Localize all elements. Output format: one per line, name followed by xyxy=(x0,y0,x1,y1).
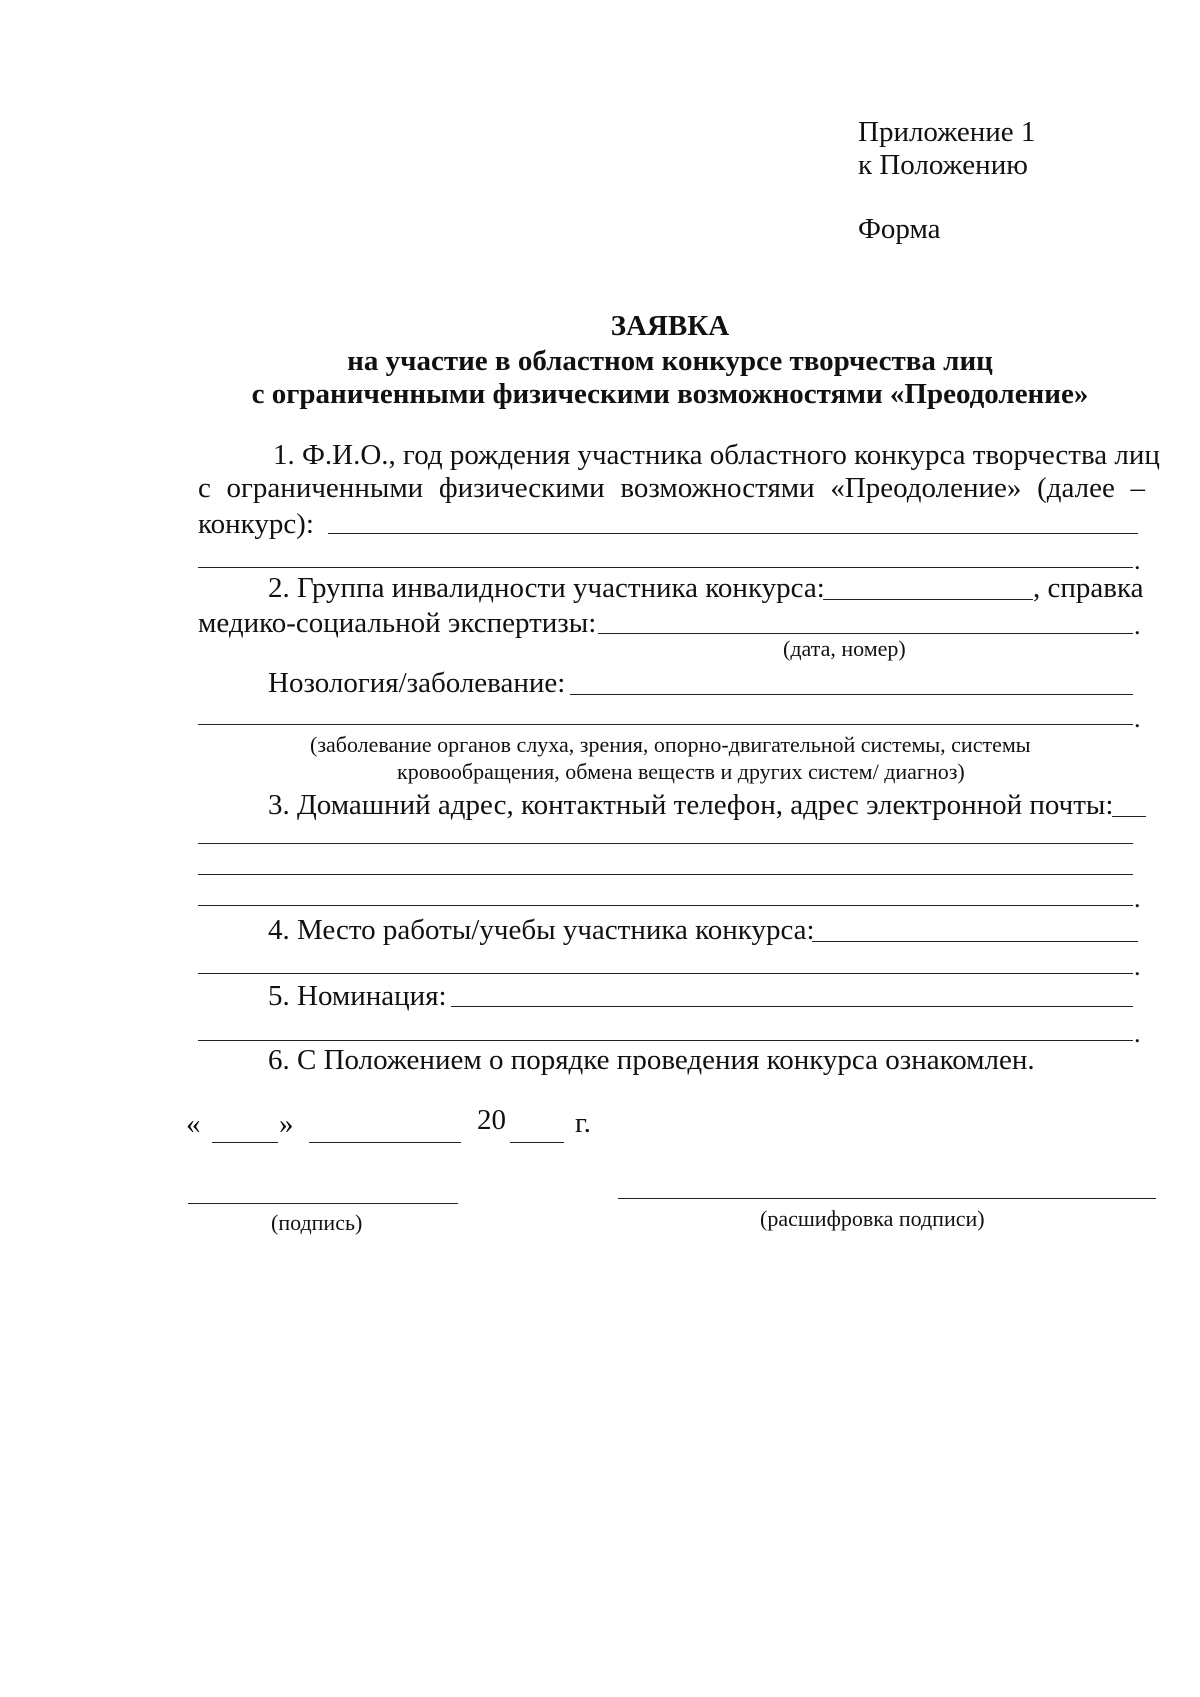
document-subtitle-1: на участие в областном конкурсе творчества лиц xyxy=(347,345,993,377)
disability-group-line[interactable] xyxy=(823,599,1033,600)
item3-fill-line-0[interactable] xyxy=(1112,816,1146,817)
item4-period: . xyxy=(1134,952,1141,981)
nomination-fill-line-1[interactable] xyxy=(451,1006,1133,1007)
nosology-hint-1: (заболевание органов слуха, зрения, опорно-двигательной системы, системы xyxy=(310,732,1031,757)
item1-word-6: (далее xyxy=(1037,472,1115,504)
expertise-fill-line[interactable] xyxy=(598,633,1133,634)
nosology-hint-2: кровообращения, обмена веществ и других систем/ диагноз) xyxy=(397,759,965,784)
nosology-fill-line-1[interactable] xyxy=(570,694,1133,695)
nosology-fill-line-2[interactable] xyxy=(198,724,1133,725)
signature-line[interactable] xyxy=(188,1203,458,1204)
item5-label: 5. Номинация: xyxy=(268,980,447,1012)
item4-fill-line-1[interactable] xyxy=(812,941,1138,942)
nosology-period: . xyxy=(1134,704,1141,733)
item3-fill-line-2[interactable] xyxy=(198,874,1133,875)
item5-period: . xyxy=(1134,1019,1141,1048)
date-day-line[interactable] xyxy=(212,1142,278,1143)
date-year-line[interactable] xyxy=(510,1142,564,1143)
item3-label: 3. Домашний адрес, контактный телефон, адрес электронной почты: xyxy=(268,789,1114,821)
nomination-fill-line-2[interactable] xyxy=(198,1040,1133,1041)
item1-fill-line-2[interactable] xyxy=(198,567,1133,568)
item1-word-3: физическими xyxy=(438,472,605,504)
document-title: ЗАЯВКА xyxy=(610,310,730,342)
item4-label: 4. Место работы/учебы участника конкурса: xyxy=(268,914,815,946)
item2-hint: (дата, номер) xyxy=(783,636,906,661)
item1-period: . xyxy=(1134,546,1141,575)
item2-period: . xyxy=(1134,611,1141,640)
date-month-line[interactable] xyxy=(309,1142,461,1143)
date-year-prefix: 20 xyxy=(477,1104,506,1136)
nosology-label: Нозология/заболевание: xyxy=(268,667,566,699)
signature-decoding-line[interactable] xyxy=(618,1198,1156,1199)
date-year-suffix: г. xyxy=(575,1107,591,1139)
signature-decoding-label: (расшифровка подписи) xyxy=(760,1206,985,1231)
item2-certificate-label: , справка xyxy=(1033,572,1144,604)
item1-word-7: – xyxy=(1130,472,1145,504)
item6-text: 6. С Положением о порядке проведения конкурса ознакомлен. xyxy=(268,1044,1035,1076)
document-subtitle-2: с ограниченными физическими возможностями «Преодоление» xyxy=(251,378,1089,410)
form-label: Форма xyxy=(858,213,941,245)
item1-line2 xyxy=(198,471,1145,505)
item3-fill-line-3[interactable] xyxy=(198,905,1133,906)
item1-line3-label: конкурс): xyxy=(198,508,314,540)
appendix-line2: к Положению xyxy=(858,149,1028,181)
item1-word-2: ограниченными xyxy=(226,472,424,504)
item1-fill-line-1[interactable] xyxy=(328,533,1138,534)
date-close-quote: » xyxy=(279,1108,294,1140)
item2-label: 2. Группа инвалидности участника конкурса: xyxy=(268,572,825,604)
item4-fill-line-2[interactable] xyxy=(198,973,1133,974)
item3-fill-line-1[interactable] xyxy=(198,843,1133,844)
item1-word-1: с xyxy=(198,472,211,504)
item1-line1: 1. Ф.И.О., год рождения участника областного конкурса творчества лиц xyxy=(273,439,1160,471)
date-open-quote: « xyxy=(186,1108,201,1140)
item1-word-4: возможностями xyxy=(620,472,815,504)
signature-label: (подпись) xyxy=(271,1210,363,1235)
item3-period: . xyxy=(1134,884,1141,913)
item2-line2-label: медико-социальной экспертизы: xyxy=(198,607,597,639)
item1-word-5: «Преодоление» xyxy=(830,472,1022,504)
appendix-line1: Приложение 1 xyxy=(858,116,1036,148)
